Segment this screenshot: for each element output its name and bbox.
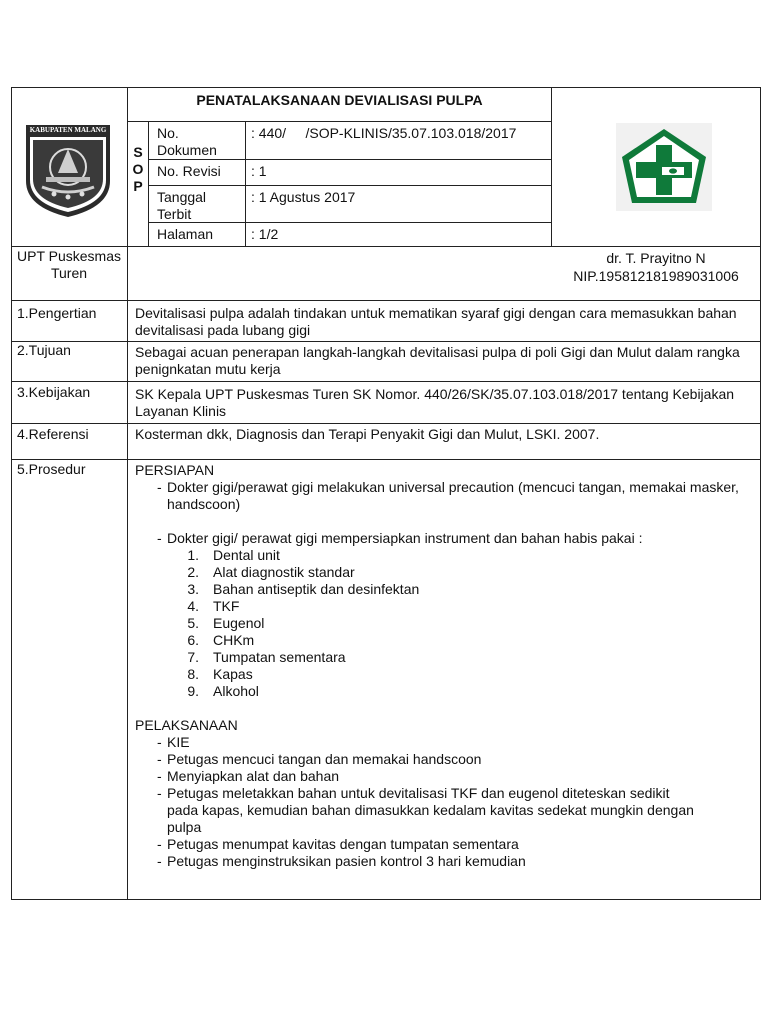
- label-no-dokumen: No. Dokumen: [157, 125, 217, 158]
- label-no-revisi: No. Revisi: [157, 163, 221, 179]
- list-item: 1. Dental unit: [187, 547, 280, 563]
- sop-letter-p: P: [133, 178, 143, 194]
- list-item: - Menyiapkan alat dan bahan: [157, 768, 697, 785]
- pelaksanaan-list: [157, 734, 697, 870]
- section-text-referensi: Kosterman dkk, Diagnosis dan Terapi Penyakit Gigi dan Mulut, LSKI. 2007.: [135, 426, 600, 442]
- prosedur-body: [135, 462, 755, 870]
- row-line-2: [148, 185, 552, 186]
- sop-column-divider: [148, 121, 149, 246]
- list-item: - Petugas mencuci tangan dan memakai handscoon: [157, 751, 697, 768]
- header-bottom-line: [11, 246, 761, 247]
- list-item: 3. Bahan antiseptik dan desinfektan: [187, 581, 420, 597]
- kabupaten-malang-seal: [24, 123, 112, 219]
- section-text-pengertian: Devitalisasi pulpa adalah tindakan untuk mematikan syaraf gigi dengan cara memasukkan bahan devitalisasi pada lubang gigi: [135, 305, 737, 338]
- value-no-revisi: : 1: [251, 163, 267, 179]
- list-item: 2. Alat diagnostik standar: [187, 564, 355, 580]
- title-row-line: [127, 121, 552, 122]
- list-item: - Petugas meletakkan bahan untuk devitalisasi TKF dan eugenol diteteskan sedikit pada kapas, kemudian bahan dimasukkan kedalam kavitas sedekat mungkin dengan pulpa: [157, 785, 697, 836]
- list-item: - Dokter gigi/ perawat gigi mempersiapkan instrument dan bahan habis pakai :: [157, 530, 755, 547]
- puskesmas-logo: [616, 123, 712, 211]
- outer-border-left: [11, 87, 12, 900]
- outer-border-right: [760, 87, 761, 900]
- list-item: 8. Kapas: [187, 666, 253, 682]
- section-label-prosedur: 5.Prosedur: [17, 461, 86, 477]
- org-name: UPT Puskesmas Turen: [17, 248, 121, 281]
- list-item: 9. Alkohol: [187, 683, 259, 699]
- persiapan-heading: PERSIAPAN: [135, 462, 215, 478]
- signer-nip: NIP.195812181989031006: [573, 268, 739, 284]
- left-column-divider: [127, 87, 128, 900]
- value-tanggal-terbit: : 1 Agustus 2017: [251, 189, 356, 205]
- list-item: - Petugas menginstruksikan pasien kontrol 3 hari kemudian: [157, 853, 697, 870]
- persiapan-list: [157, 479, 755, 547]
- sop-letter-s: S: [133, 144, 143, 160]
- tujuan-bottom-line: [11, 381, 761, 382]
- outer-border-bottom: [11, 899, 761, 900]
- pelaksanaan-heading: PELAKSANAAN: [135, 717, 238, 733]
- section-text-kebijakan: SK Kepala UPT Puskesmas Turen SK Nomor. 440/26/SK/35.07.103.018/2017 tentang Kebijakan Layanan Klinis: [135, 386, 735, 419]
- sop-letter-o: O: [132, 161, 144, 177]
- list-item: 5. Eugenol: [187, 615, 265, 631]
- org-row-bottom-line: [11, 300, 761, 301]
- section-label-tujuan: 2.Tujuan: [17, 342, 71, 358]
- list-item: - KIE: [157, 734, 697, 751]
- referensi-bottom-line: [11, 459, 761, 460]
- bahan-list: [181, 547, 755, 700]
- section-label-pengertian: 1.Pengertian: [17, 305, 97, 321]
- section-label-referensi: 4.Referensi: [17, 426, 89, 442]
- list-item: 6. CHKm: [187, 632, 255, 648]
- document-title: PENATALAKSANAAN DEVIALISASI PULPA: [196, 92, 483, 108]
- row-line-1: [148, 159, 552, 160]
- label-halaman: Halaman: [157, 226, 214, 242]
- seal-label: KABUPATEN MALANG: [29, 126, 107, 134]
- list-item: 7. Tumpatan sementara: [187, 649, 346, 665]
- signer-name: dr. T. Prayitno N: [606, 250, 706, 266]
- list-item: 4. TKF: [187, 598, 240, 614]
- section-label-kebijakan: 3.Kebijakan: [17, 384, 91, 400]
- label-value-divider: [245, 121, 246, 246]
- section-text-tujuan: Sebagai acuan penerapan langkah-langkah devitalisasi pulpa di poli Gigi dan Mulut dalam rangka penignkatan mutu kerja: [135, 344, 740, 377]
- list-item: - Petugas menumpat kavitas dengan tumpatan sementara: [157, 836, 697, 853]
- value-halaman: : 1/2: [251, 226, 279, 242]
- list-item: - Dokter gigi/perawat gigi melakukan universal precaution (mencuci tangan, memakai masker, handscoon): [157, 479, 755, 513]
- value-no-dokumen: : 440/ /SOP-KLINIS/35.07.103.018/2017: [251, 125, 517, 141]
- outer-border-top: [11, 87, 761, 88]
- kebijakan-bottom-line: [11, 423, 761, 424]
- label-tanggal-terbit: Tanggal Terbit: [157, 189, 207, 222]
